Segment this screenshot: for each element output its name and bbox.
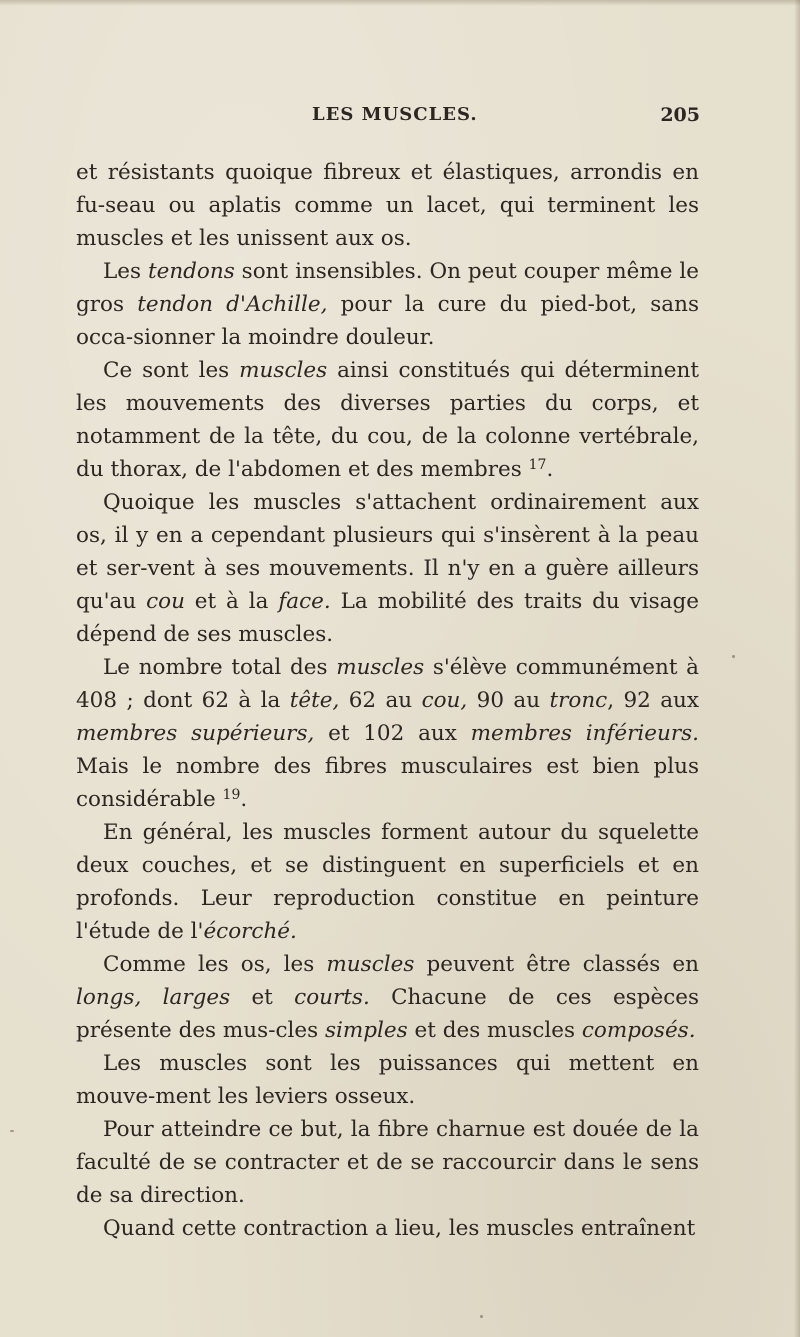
paragraph-8: Les muscles sont les puissances qui mettent en mouve-ment les leviers osseux. (76, 1051, 699, 1109)
text-run: et 102 aux (314, 721, 471, 746)
text-run: La mobilité des traits du visage dépend de ses muscles. (76, 589, 699, 647)
page-top-shadow (0, 0, 800, 6)
italic-term: muscles (326, 952, 415, 977)
italic-term: muscles (239, 358, 328, 383)
text-run: Mais le nombre des fibres musculaires est bien plus considérable (76, 754, 699, 812)
italic-term: membres inférieurs. (470, 721, 700, 746)
italic-term: longs, larges (76, 985, 231, 1010)
italic-term: face. (278, 589, 331, 614)
italic-term: tête, (289, 688, 340, 713)
italic-term: cou, (421, 688, 468, 713)
page-edge-shadow (794, 0, 800, 1337)
paper-speck (732, 655, 735, 658)
italic-term: tendons (147, 259, 235, 284)
running-head: LES MUSCLES. (312, 104, 478, 125)
italic-term: tendon d'Achille, (137, 292, 328, 317)
text-run: peuvent être classés en (414, 952, 699, 977)
italic-term: courts. (294, 985, 370, 1010)
text-run: sont insensibles. On peut couper même le gros (76, 259, 699, 317)
paragraph-3 (76, 354, 699, 486)
paragraph-10: Quand cette contraction a lieu, les muscles entraînent (103, 1216, 696, 1241)
text-run: et (230, 985, 295, 1010)
note-reference: 17 (528, 457, 547, 473)
paper-speck (10, 1130, 14, 1132)
paragraph-9: Pour atteindre ce but, la fibre charnue est douée de la faculté de se contracter et de se raccourcir dans le sens de sa direction. (76, 1117, 699, 1208)
text-run: et des muscles (407, 1018, 582, 1043)
text-run: Le nombre total des (103, 655, 337, 680)
page-header (0, 104, 800, 132)
text-run: Comme les os, les (103, 952, 327, 977)
text-run: Les (103, 259, 148, 284)
paragraph-4 (76, 486, 699, 651)
text-run: 62 au (339, 688, 422, 713)
text-run: Ce sont les (103, 358, 240, 383)
text-run: Chacune de ces espèces présente des mus-cles (76, 985, 699, 1043)
text-run: et à la (184, 589, 279, 614)
italic-term: simples (324, 1018, 408, 1043)
italic-term: écorché. (203, 919, 297, 944)
text-run: 90 au (467, 688, 550, 713)
paragraph-1: et résistants quoique fibreux et élastiques, arrondis en fu-seau ou aplatis comme un lacet, qui terminent les muscles et les unissent aux os. (76, 160, 699, 251)
text-run: . (240, 787, 248, 812)
paragraph-7 (76, 948, 699, 1047)
text-run: Quoique les muscles s'attachent ordinairement aux os, il y en a cependant plusieurs qui s'insèrent à la peau et ser-vent à ses mouvements. Il n'y en a guère ailleurs qu'au (76, 490, 699, 614)
page-number: 205 (660, 104, 700, 126)
text-run: ainsi constitués qui déterminent les mouvements des diverses parties du corps, et notamment de la tête, du cou, de la colonne vertébrale, du thorax, de l'abdomen et des membres (76, 358, 699, 482)
italic-term: membres supérieurs, (76, 721, 315, 746)
text-run: En général, les muscles forment autour du squelette deux couches, et se distinguent en superficiels et en profonds. Leur reproduction constitue en peinture l'étude de l' (76, 820, 699, 944)
text-run: , 92 aux (607, 688, 700, 713)
paragraph-2 (76, 255, 699, 354)
note-reference: 19 (222, 787, 241, 803)
paragraph-6 (76, 816, 699, 948)
body-text (76, 156, 699, 1245)
paragraph-5 (76, 651, 699, 816)
text-run: . (546, 457, 554, 482)
italic-term: muscles (336, 655, 425, 680)
italic-term: cou (146, 589, 185, 614)
italic-term: tronc (549, 688, 608, 713)
text-run: pour la cure du pied-bot, sans occa-sionner la moindre douleur. (76, 292, 699, 350)
italic-term: composés. (581, 1018, 696, 1043)
text-run: s'élève communément à 408 ; dont 62 à la (76, 655, 700, 713)
paper-speck (480, 1315, 483, 1318)
